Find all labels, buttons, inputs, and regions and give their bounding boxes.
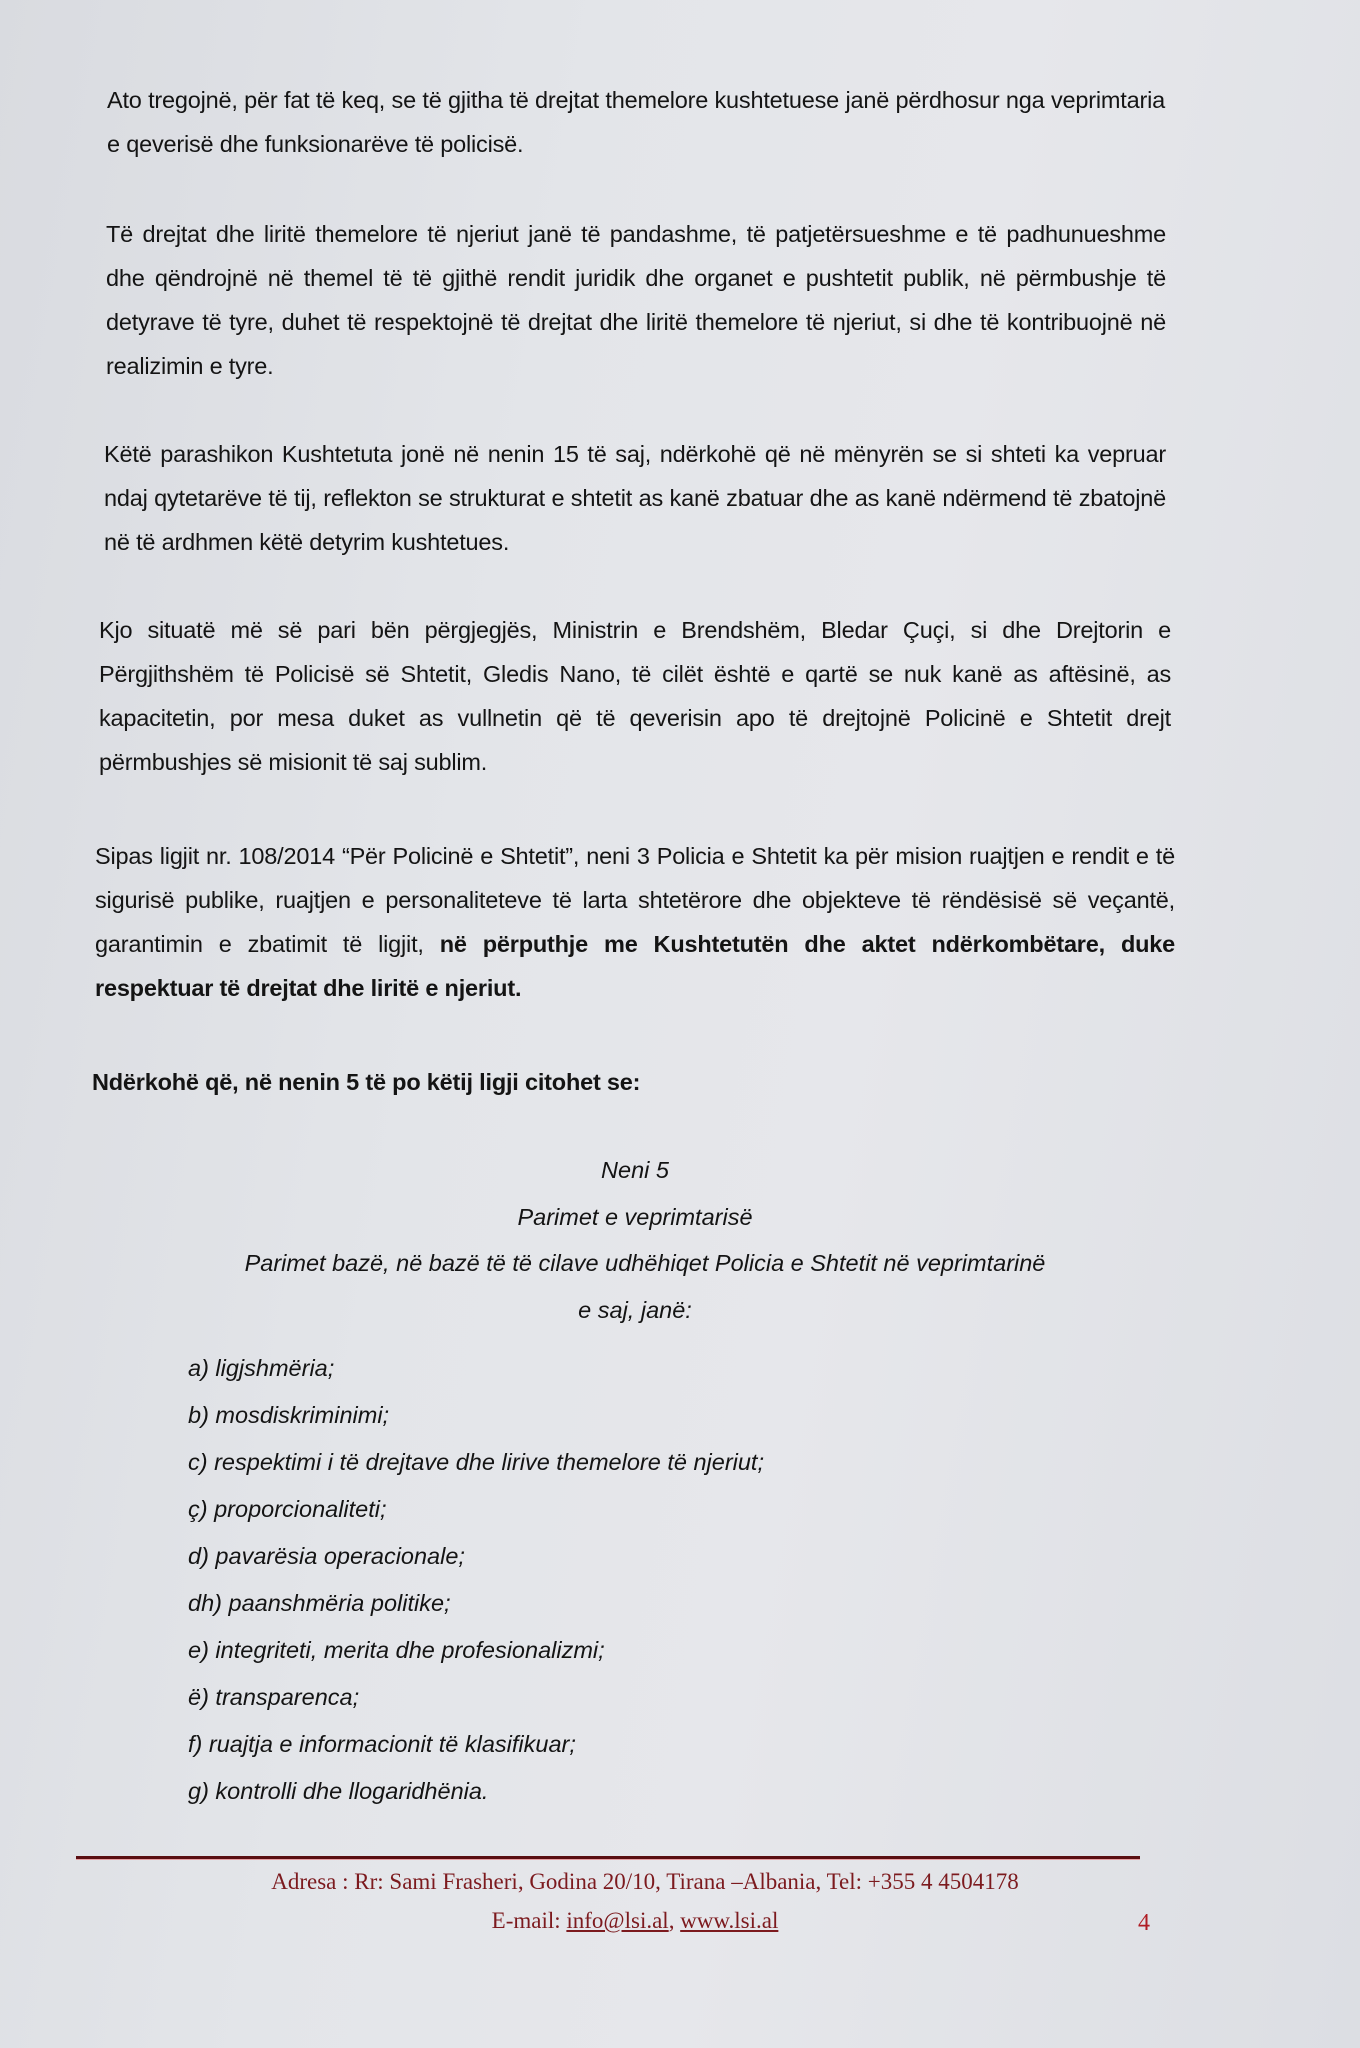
paragraph-responsibility: Kjo situatë më së pari bën përgjegjës, Ministrin e Brendshëm, Bledar Çuçi, si dhe Drejtorin e Përgjithshëm të Policisë së Shtetit, Gledis Nano, të cilët është e qartë se nuk kanë as aftësinë, as kapacitetin, por mesa duket as vullnetin që të qeverisin apo të drejtojnë Policinë e Shtetit drejt përmbushjes së misionit të saj sublim. (99, 617, 1171, 775)
footer-contact (0, 1908, 1270, 1934)
list-item: ç) proporcionaliteti; (188, 1496, 387, 1522)
list-item: d) pavarësia operacionale; (188, 1543, 465, 1569)
paragraph-constitution-article-15: Këtë parashikon Kushtetuta jonë në nenin 15 të saj, ndërkohë që në mënyrën se si shteti ka vepruar ndaj qytetarëve të tij, reflekton se strukturat e shtetit as kanë zbatuar dhe as kanë ndërmend të zbatojnë në të ardhmen këtë detyrim kushtetues. (104, 441, 1166, 555)
law-text-regular: Sipas ligjit nr. 108/2014 “Për Policinë e Shtetit”, neni 3 Policia e Shtetit ka për mision ruajtjen e rendit e të sigurisë publike, ruajtjen e personaliteteve të larta shtetërore dhe objekteve të rëndësisë së veçantë, garantimin e zbatimit të ligjit, (95, 843, 1175, 957)
principles-list (188, 1345, 764, 1815)
list-item: e) integriteti, merita dhe profesionalizmi; (188, 1637, 605, 1663)
page-number: 4 (1138, 1910, 1150, 1936)
list-item: b) mosdiskriminimi; (188, 1402, 390, 1428)
law-text-bold: në përputhje me Kushtetutën dhe aktet ndërkombëtare, duke respektuar të drejtat dhe liritë e njeriut. (95, 931, 1175, 1001)
email-link[interactable]: info@lsi.al (566, 1908, 669, 1933)
paragraph-article-5-intro: Ndërkohë që, në nenin 5 të po këtij ligji citohet se: (92, 1069, 641, 1095)
article-number: Neni 5 (601, 1157, 669, 1183)
list-item: ë) transparenca; (188, 1684, 360, 1710)
paragraph-fundamental-rights: Të drejtat dhe liritë themelore të njeriut janë të pandashme, të patjetërsueshme e të padhunueshme dhe qëndrojnë në themel të të gjithë rendit juridik dhe organet e pushtetit publik, në përmbushje të detyrave të tyre, duhet të respektojnë të drejtat dhe liritë themelore të njeriut, si dhe të kontribuojnë në realizimin e tyre. (106, 221, 1166, 379)
footer-divider (76, 1856, 1140, 1859)
article-intro-line-2: e saj, janë: (578, 1297, 692, 1323)
list-item: dh) paanshmëria politike; (188, 1590, 451, 1616)
article-title: Parimet e veprimtarisë (517, 1204, 753, 1230)
contact-separator: , (668, 1908, 681, 1933)
list-item: c) respektimi i të drejtave dhe lirive themelore të njeriut; (188, 1449, 764, 1475)
article-intro-line-1: Parimet bazë, në bazë të të cilave udhëhiqet Policia e Shtetit në veprimtarinë (244, 1250, 1046, 1276)
list-item: g) kontrolli dhe llogaridhënia. (188, 1778, 489, 1804)
paragraph-law-108-2014 (95, 834, 1175, 1010)
website-link[interactable]: www.lsi.al (680, 1908, 779, 1933)
list-item: a) ligjshmëria; (188, 1355, 335, 1381)
list-item: f) ruajtja e informacionit të klasifikuar; (188, 1731, 576, 1757)
email-label: E-mail: (491, 1908, 567, 1933)
paragraph-rights-violated: Ato tregojnë, për fat të keq, se të gjitha të drejtat themelore kushtetuese janë përdhosur nga veprimtaria e qeverisë dhe funksionarëve të policisë. (107, 87, 1165, 157)
footer-address: Adresa : Rr: Sami Frasheri, Godina 20/10, Tirana –Albania, Tel: +355 4 4504178 (271, 1869, 1019, 1894)
